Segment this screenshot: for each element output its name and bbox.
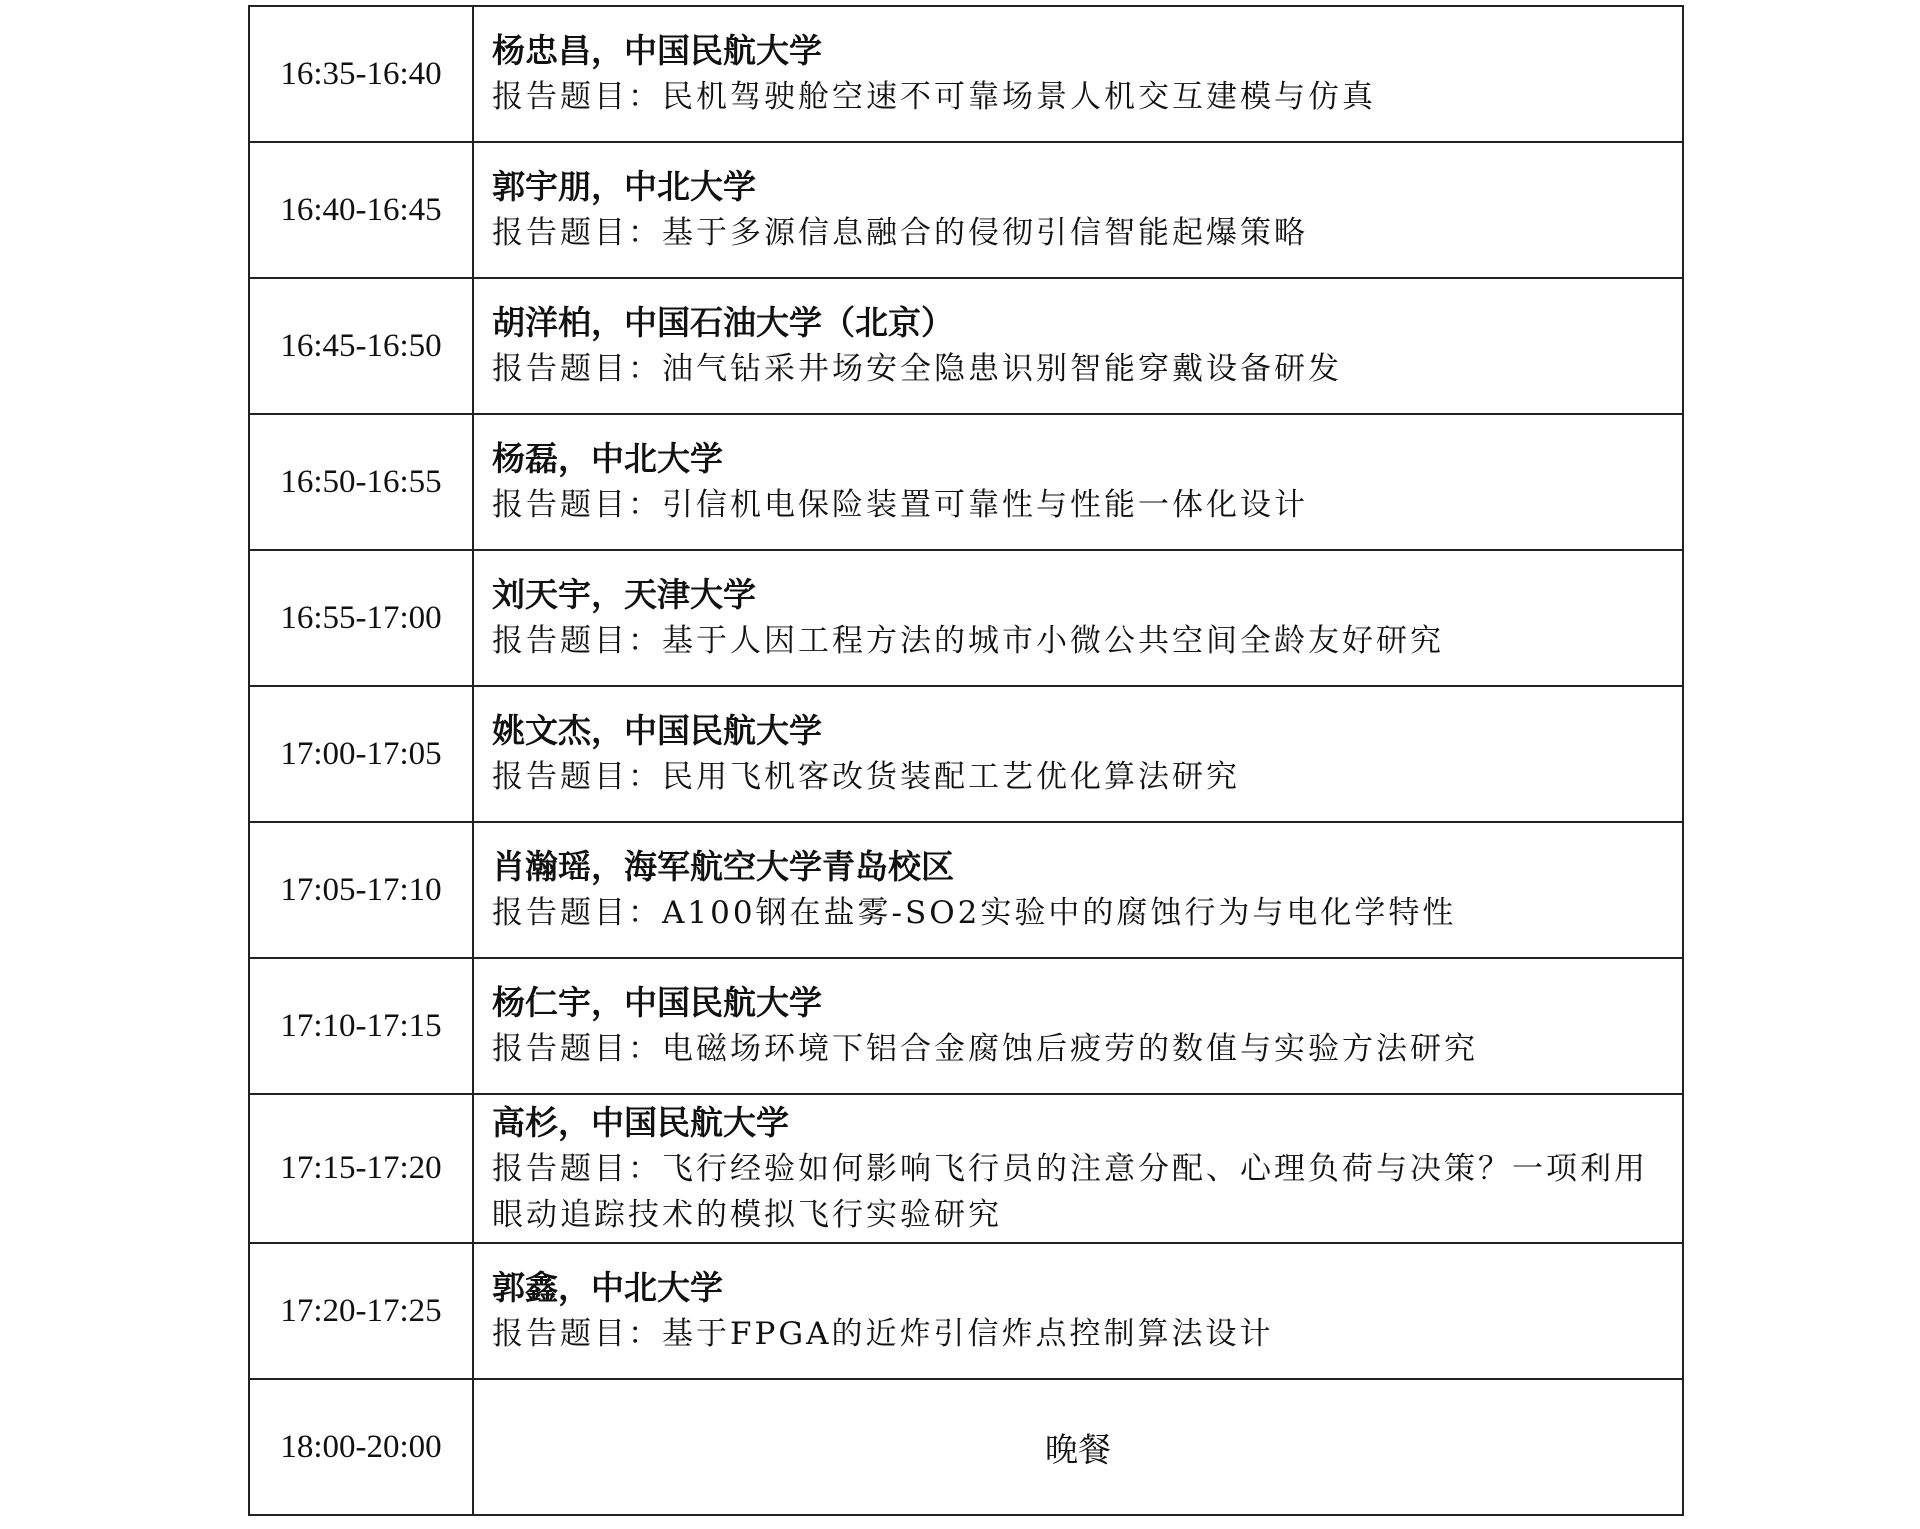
time-slot: 18:00-20:00 xyxy=(249,1379,473,1515)
speaker-name: 杨仁宇，中国民航大学 xyxy=(492,983,822,1022)
speaker-name: 郭宇朋，中北大学 xyxy=(492,167,756,206)
table-row xyxy=(249,1094,1683,1243)
speaker-name: 杨磊，中北大学 xyxy=(492,439,723,478)
talk-topic: 报告题目：引信机电保险装置可靠性与性能一体化设计 xyxy=(492,487,1308,523)
talk-topic: 报告题目：基于人因工程方法的城市小微公共空间全龄友好研究 xyxy=(492,623,1444,659)
talk-topic: 报告题目：飞行经验如何影响飞行员的注意分配、心理负荷与决策？一项利用眼动追踪技术的模拟飞行实验研究 xyxy=(492,1150,1648,1233)
speaker-name: 胡洋柏，中国石油大学（北京） xyxy=(492,303,954,342)
time-slot: 17:05-17:10 xyxy=(249,822,473,958)
talk-cell xyxy=(473,6,1683,142)
talk-topic: 报告题目：民用飞机客改货装配工艺优化算法研究 xyxy=(492,759,1240,795)
table-row xyxy=(249,414,1683,550)
time-slot: 16:35-16:40 xyxy=(249,6,473,142)
speaker-name: 郭鑫，中北大学 xyxy=(492,1268,723,1307)
speaker-name: 姚文杰，中国民航大学 xyxy=(492,711,822,750)
table-row-dinner xyxy=(249,1379,1683,1515)
table-row xyxy=(249,142,1683,278)
table-row xyxy=(249,822,1683,958)
table-row xyxy=(249,1243,1683,1379)
speaker-name: 肖瀚瑶，海军航空大学青岛校区 xyxy=(492,847,954,886)
talk-cell xyxy=(473,550,1683,686)
table-row xyxy=(249,958,1683,1094)
talk-cell xyxy=(473,1243,1683,1379)
time-slot: 16:40-16:45 xyxy=(249,142,473,278)
talk-topic: 报告题目：电磁场环境下铝合金腐蚀后疲劳的数值与实验方法研究 xyxy=(492,1031,1478,1067)
time-slot: 17:15-17:20 xyxy=(249,1094,473,1243)
time-slot: 17:20-17:25 xyxy=(249,1243,473,1379)
talk-cell xyxy=(473,822,1683,958)
time-slot: 17:00-17:05 xyxy=(249,686,473,822)
talk-topic: 报告题目：A100钢在盐雾-SO2实验中的腐蚀行为与电化学特性 xyxy=(492,895,1457,931)
talk-topic: 报告题目：基于多源信息融合的侵彻引信智能起爆策略 xyxy=(492,215,1308,251)
talk-topic: 报告题目：民机驾驶舱空速不可靠场景人机交互建模与仿真 xyxy=(492,79,1376,115)
talk-topic: 报告题目：基于FPGA的近炸引信炸点控制算法设计 xyxy=(492,1316,1274,1352)
speaker-name: 杨忠昌，中国民航大学 xyxy=(492,31,822,70)
speaker-name: 刘天宇，天津大学 xyxy=(492,575,756,614)
talk-cell xyxy=(473,142,1683,278)
talk-cell xyxy=(473,958,1683,1094)
table-row xyxy=(249,278,1683,414)
talk-cell xyxy=(473,1094,1683,1243)
dinner-label: 晚餐 xyxy=(473,1379,1683,1515)
time-slot: 17:10-17:15 xyxy=(249,958,473,1094)
time-slot: 16:45-16:50 xyxy=(249,278,473,414)
talk-cell xyxy=(473,278,1683,414)
talk-cell xyxy=(473,686,1683,822)
speaker-name: 高杉，中国民航大学 xyxy=(492,1102,789,1142)
time-slot: 16:55-17:00 xyxy=(249,550,473,686)
table-row xyxy=(249,686,1683,822)
schedule-table xyxy=(248,5,1684,1516)
table-row xyxy=(249,550,1683,686)
time-slot: 16:50-16:55 xyxy=(249,414,473,550)
talk-topic: 报告题目：油气钻采井场安全隐患识别智能穿戴设备研发 xyxy=(492,351,1342,387)
talk-cell xyxy=(473,414,1683,550)
table-row xyxy=(249,6,1683,142)
